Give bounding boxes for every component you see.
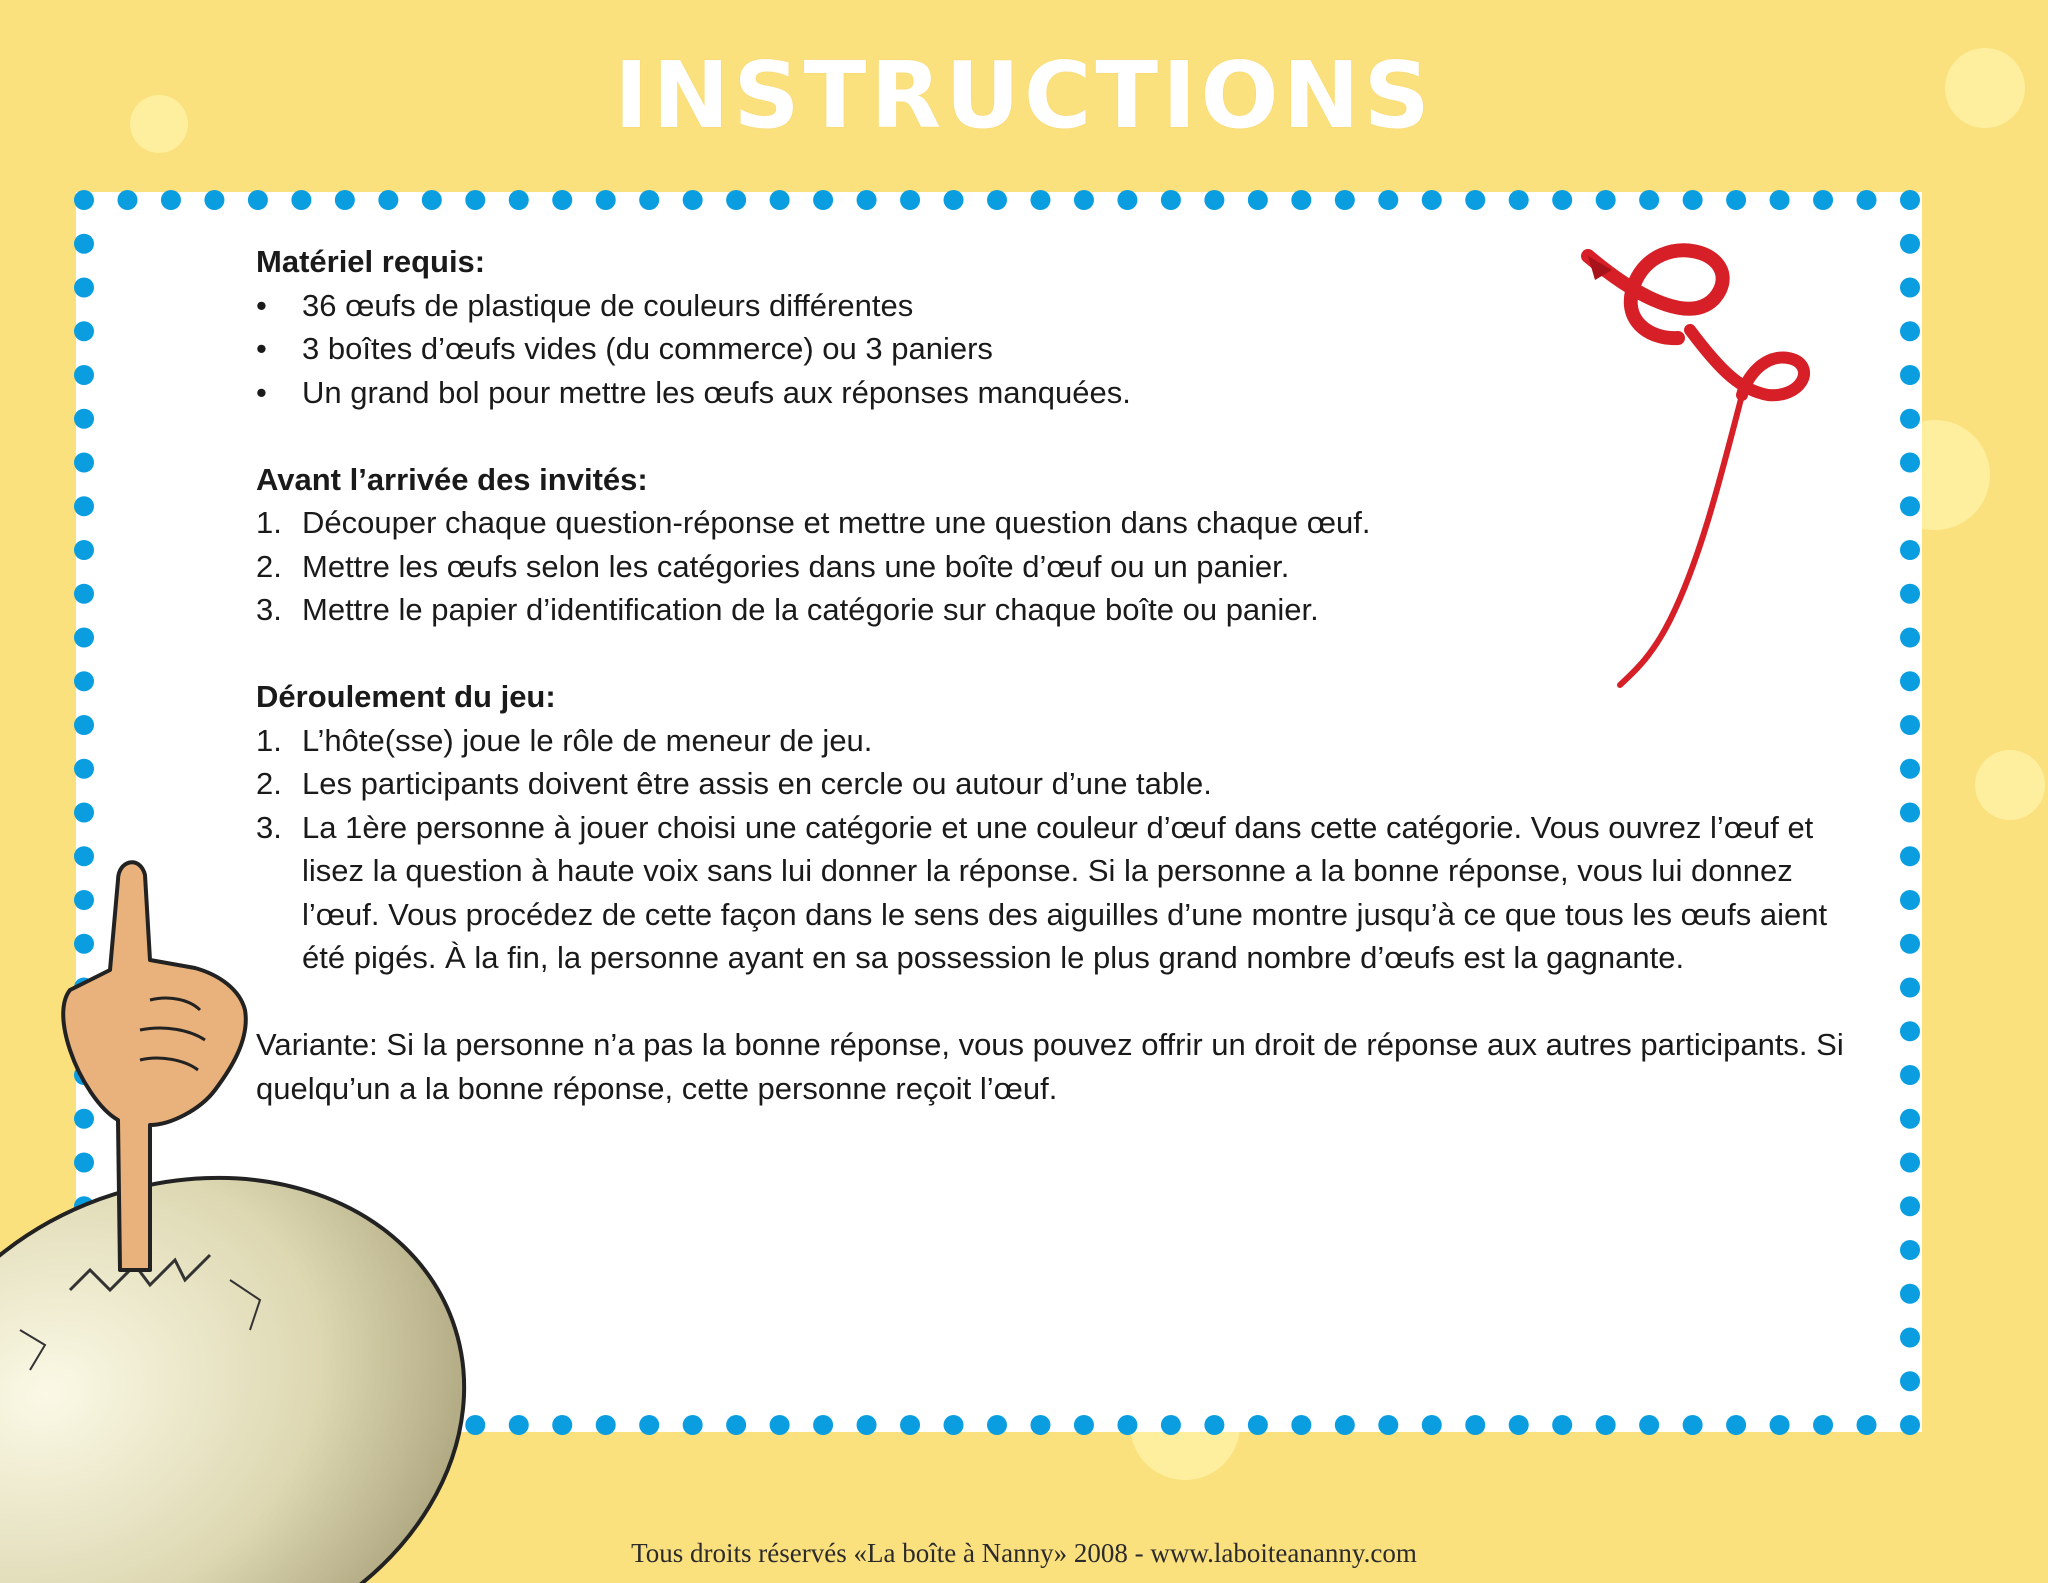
variante-paragraph: Variante: Si la personne n’a pas la bonne réponse, vous pouvez offrir un droit de réponse aux autres participants. Si quelqu’un a la bonne réponse, cette personne reçoit l’œuf.: [256, 1027, 1844, 1106]
list-item: 2. Les participants doivent être assis en cercle ou autour d’une table.: [256, 762, 1856, 806]
list-item: • Un grand bol pour mettre les œufs aux réponses manquées.: [256, 371, 1856, 415]
list-number: 3.: [256, 592, 282, 627]
list-number: 1.: [256, 505, 282, 540]
section-heading-materiel: Matériel requis:: [256, 244, 486, 279]
page-title: INSTRUCTIONS: [614, 42, 1434, 149]
list-item: 1. L’hôte(sse) joue le rôle de meneur de jeu.: [256, 719, 1856, 763]
bullet: •: [256, 374, 267, 410]
list-item: 3. La 1ère personne à jouer choisi une catégorie et une couleur d’œuf dans cette catégorie. Vous ouvrez l’œuf et lisez la question à haute voix sans lui donner la réponse. Si la personne a la bonne réponse, vous lui donnez l’œuf. Vous procédez de cette façon dans le sens des aiguilles d’une montre jusqu’à ce que tous les œufs aient été pigés. À la fin, la personne ayant en sa possession le plus grand nombre d’œufs est la gagnante.: [256, 806, 1856, 980]
bullet: •: [256, 287, 267, 323]
list-number: 1.: [256, 722, 282, 758]
copyright-footer: Tous droits réservés «La boîte à Nanny» 2008 - www.laboiteananny.com: [631, 1538, 1417, 1568]
bullet: •: [256, 331, 267, 366]
list-item: 2. Mettre les œufs selon les catégories dans une boîte d’œuf ou un panier.: [256, 545, 1856, 589]
section-heading-deroulement: Déroulement du jeu:: [256, 679, 556, 714]
list-number: 3.: [256, 809, 282, 845]
list-item: 3. Mettre le papier d’identification de la catégorie sur chaque boîte ou panier.: [256, 588, 1856, 632]
list-item: • 3 boîtes d’œufs vides (du commerce) ou 3 paniers: [256, 327, 1856, 371]
section-heading-avant: Avant l’arrivée des invités:: [256, 461, 648, 497]
materiel-list: [256, 284, 1856, 415]
deroulement-list: [256, 719, 1856, 980]
avant-list: [256, 501, 1856, 632]
list-item: 1. Découper chaque question-réponse et mettre une question dans chaque œuf.: [256, 501, 1856, 545]
list-number: 2.: [256, 548, 282, 584]
instructions-content: [256, 240, 1856, 1110]
list-number: 2.: [256, 766, 282, 801]
list-item: • 36 œufs de plastique de couleurs différentes: [256, 284, 1856, 328]
